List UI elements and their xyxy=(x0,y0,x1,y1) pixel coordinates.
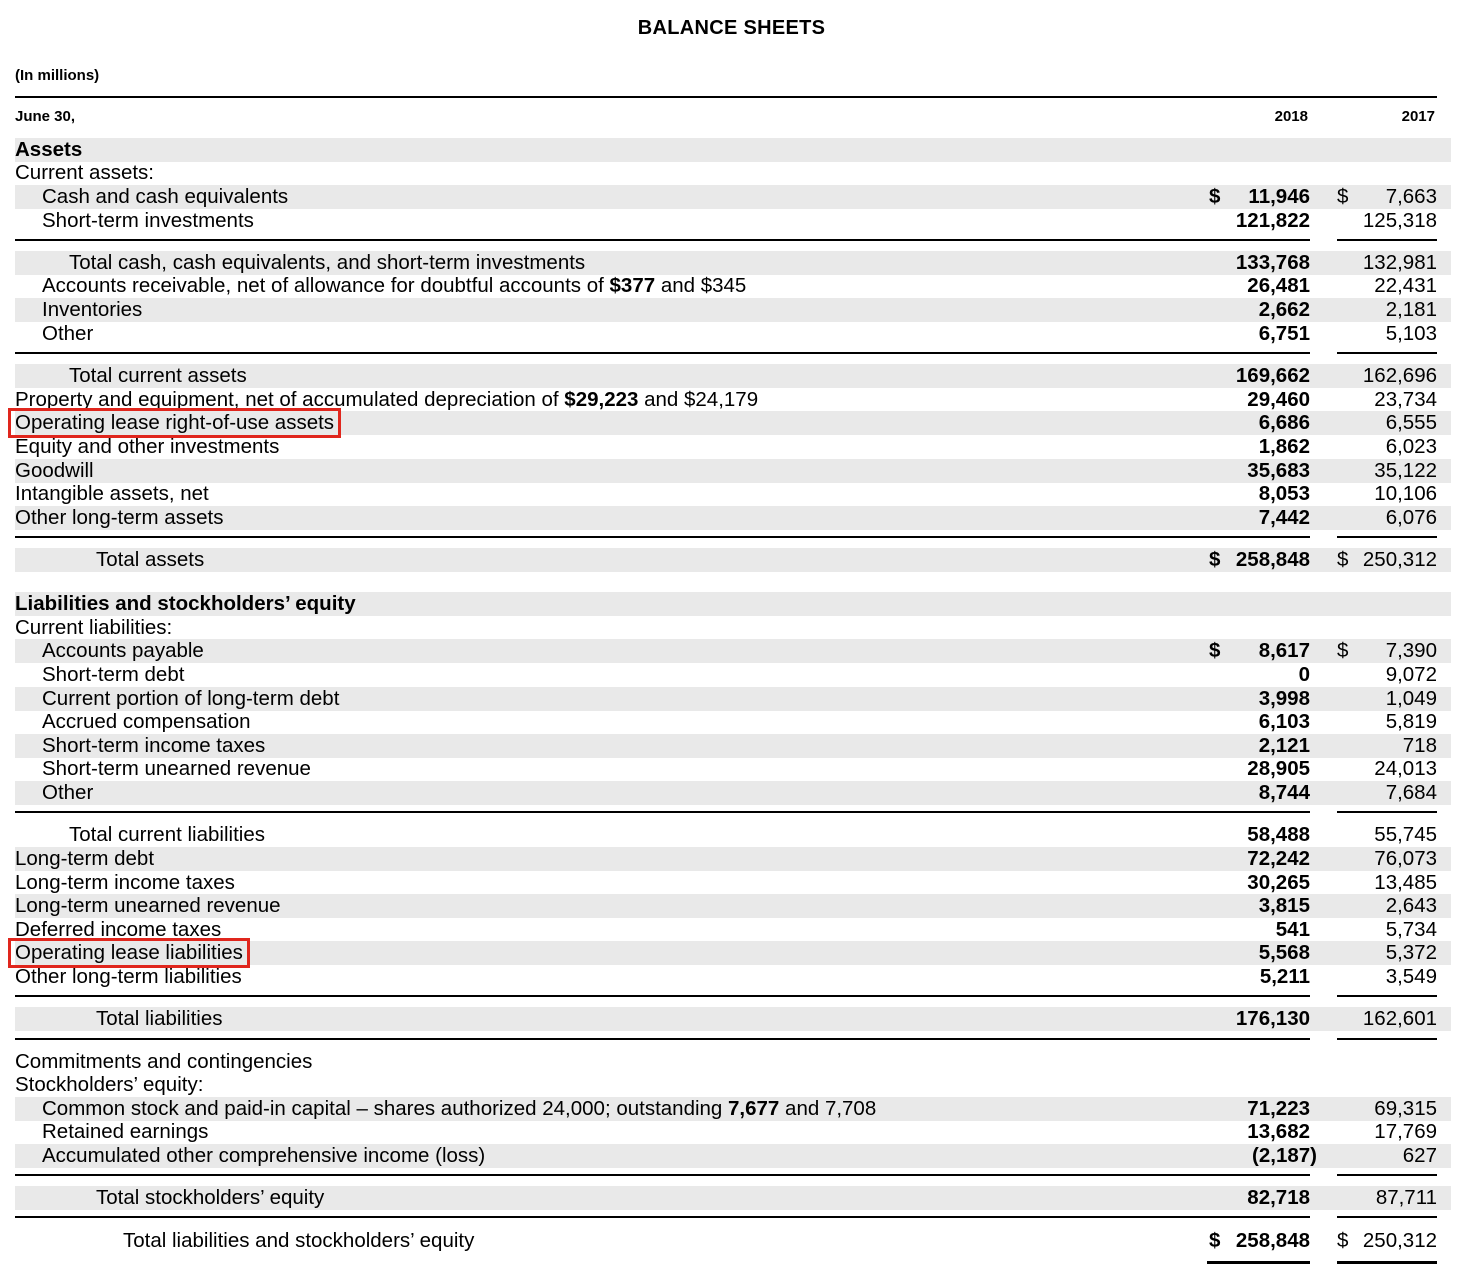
row-label-total-cash-cash-equivalents-and-short-term-investments xyxy=(69,251,585,275)
value-2018: (2,187) xyxy=(1252,1144,1317,1167)
row-label-tail: and $24,179 xyxy=(638,388,759,411)
value-2018: 6,103 xyxy=(1258,710,1310,733)
row-label-text: Assets xyxy=(15,138,83,161)
row-label-stockholders-equity xyxy=(15,1073,203,1097)
page-title: BALANCE SHEETS xyxy=(637,17,826,39)
table-row xyxy=(15,965,1451,989)
row-label-text: Operating lease right-of-use assets xyxy=(15,411,335,434)
row-label-text: Short-term investments xyxy=(42,209,254,232)
value-2018: 3,815 xyxy=(1258,894,1310,917)
row-label-total-liabilities-and-stockholders-equity xyxy=(123,1229,474,1253)
section-rule xyxy=(1337,352,1437,354)
row-label-text: Intangible assets, net xyxy=(15,482,209,505)
table-row xyxy=(15,734,1451,758)
row-label-commitments-and-contingencies xyxy=(15,1050,312,1074)
table-row xyxy=(15,298,1451,322)
section-rule xyxy=(1337,1174,1437,1176)
value-2018: 541 xyxy=(1275,918,1310,941)
table-row xyxy=(15,138,1451,162)
section-rule xyxy=(1337,239,1437,241)
table-row xyxy=(15,482,1451,506)
table-row xyxy=(15,1186,1451,1210)
value-2017: 2,643 xyxy=(1385,894,1437,917)
row-label-inventories xyxy=(42,298,142,322)
year-column-2018: 2018 xyxy=(1274,108,1308,125)
row-label-text: Current assets: xyxy=(15,161,154,184)
table-row xyxy=(15,663,1451,687)
table-row xyxy=(15,894,1451,918)
row-label-other-long-term-assets xyxy=(15,506,224,530)
value-2018: 26,481 xyxy=(1247,274,1310,297)
table-row xyxy=(15,781,1451,805)
value-2018: 7,442 xyxy=(1258,506,1310,529)
table-row xyxy=(15,1144,1451,1168)
currency-symbol-2017: $ xyxy=(1337,639,1349,662)
row-label-text: Total stockholders’ equity xyxy=(96,1186,325,1209)
value-2017: 718 xyxy=(1402,734,1437,757)
value-2018: 8,617 xyxy=(1258,639,1310,662)
row-label-short-term-unearned-revenue xyxy=(42,757,311,781)
currency-symbol-2018: $ xyxy=(1209,1229,1221,1252)
row-label-text: Property and equipment, net of accumulated depreciation of xyxy=(15,388,565,411)
value-2017: 5,372 xyxy=(1385,941,1437,964)
value-2017: 35,122 xyxy=(1374,459,1437,482)
row-label-short-term-investments xyxy=(42,209,254,233)
row-label-text: Long-term unearned revenue xyxy=(15,894,281,917)
value-2018: 30,265 xyxy=(1247,871,1310,894)
section-rule xyxy=(15,1216,1310,1218)
value-2018: 6,686 xyxy=(1258,411,1310,434)
value-2018: 5,568 xyxy=(1258,941,1310,964)
total-double-underline xyxy=(1207,1261,1310,1264)
row-label-retained-earnings xyxy=(42,1120,208,1144)
table-row xyxy=(15,435,1451,459)
row-label-text: Goodwill xyxy=(15,459,94,482)
currency-symbol-2017: $ xyxy=(1337,185,1349,208)
row-label-text: Current portion of long-term debt xyxy=(42,687,340,710)
section-rule xyxy=(15,811,1310,813)
table-row xyxy=(15,251,1451,275)
value-2017: 3,549 xyxy=(1385,965,1437,988)
row-label-text: Accounts receivable, net of allowance for doubtful accounts of xyxy=(42,274,610,297)
value-2017: 162,696 xyxy=(1362,364,1437,387)
row-label-current-liabilities xyxy=(15,616,172,640)
value-2017: 17,769 xyxy=(1374,1120,1437,1143)
value-2017: 22,431 xyxy=(1374,274,1437,297)
value-2018: 2,662 xyxy=(1258,298,1310,321)
table-row xyxy=(15,710,1451,734)
currency-symbol-2018: $ xyxy=(1209,639,1221,662)
row-label-text: Equity and other investments xyxy=(15,435,280,458)
row-label-goodwill xyxy=(15,459,94,483)
value-2018: 6,751 xyxy=(1258,322,1310,345)
table-row xyxy=(15,616,1451,640)
table-row xyxy=(15,757,1451,781)
value-2017: 6,076 xyxy=(1385,506,1437,529)
section-rule xyxy=(15,536,1310,538)
value-2018: 258,848 xyxy=(1235,548,1310,571)
value-2018: 8,053 xyxy=(1258,482,1310,505)
row-label-text: Other long-term assets xyxy=(15,506,224,529)
row-label-text: Total cash, cash equivalents, and short-term investments xyxy=(69,251,586,274)
currency-symbol-2017: $ xyxy=(1337,548,1349,571)
row-label-total-current-assets xyxy=(69,364,247,388)
table-row xyxy=(15,1073,1451,1097)
section-rule xyxy=(15,1174,1310,1176)
table-row xyxy=(15,185,1451,209)
table-row xyxy=(15,274,1451,298)
value-2018: 258,848 xyxy=(1235,1229,1310,1252)
value-2018: 0 xyxy=(1298,663,1310,686)
currency-symbol-2018: $ xyxy=(1209,548,1221,571)
row-label-text: Retained earnings xyxy=(42,1120,209,1143)
section-rule xyxy=(1337,995,1437,997)
row-label-text: Common stock and paid-in capital – shares authorized 24,000; outstanding xyxy=(42,1097,729,1120)
section-rule xyxy=(15,352,1310,354)
row-label-equity-and-other-investments xyxy=(15,435,279,459)
row-label-bold-value: $29,223 xyxy=(564,388,639,411)
value-2018: 58,488 xyxy=(1247,823,1310,846)
row-label-long-term-debt xyxy=(15,847,154,871)
value-2017: 9,072 xyxy=(1385,663,1437,686)
row-label-text: Total liabilities and stockholders’ equity xyxy=(123,1229,475,1252)
table-row xyxy=(15,847,1451,871)
highlight-box xyxy=(8,938,250,968)
row-label-text: Deferred income taxes xyxy=(15,918,222,941)
table-row xyxy=(15,1097,1451,1121)
table-row xyxy=(15,1229,1451,1253)
row-label-text: Short-term unearned revenue xyxy=(42,757,311,780)
highlight-box xyxy=(8,408,341,438)
value-2017: 125,318 xyxy=(1362,209,1437,232)
section-rule xyxy=(1337,536,1437,538)
value-2017: 87,711 xyxy=(1375,1186,1437,1209)
table-row xyxy=(15,639,1451,663)
value-2018: 169,662 xyxy=(1235,364,1310,387)
row-label-short-term-income-taxes xyxy=(42,734,265,758)
currency-symbol-2017: $ xyxy=(1337,1229,1349,1252)
row-label-liabilities-and-stockholders-equity xyxy=(15,592,356,616)
row-label-text: Other xyxy=(42,781,94,804)
value-2017: 132,981 xyxy=(1362,251,1437,274)
row-label-tail: and 7,708 xyxy=(779,1097,877,1120)
value-2018: 82,718 xyxy=(1247,1186,1310,1209)
row-label-long-term-income-taxes xyxy=(15,871,235,895)
value-2018: 35,683 xyxy=(1247,459,1310,482)
value-2018: 3,998 xyxy=(1258,687,1310,710)
value-2018: 13,682 xyxy=(1247,1120,1310,1143)
value-2017: 55,745 xyxy=(1374,823,1437,846)
period-label: June 30, xyxy=(15,108,76,125)
table-row xyxy=(15,161,1451,185)
value-2018: 11,946 xyxy=(1248,185,1310,208)
row-label-other xyxy=(42,322,93,346)
value-2017: 6,023 xyxy=(1385,435,1437,458)
row-label-text: Accounts payable xyxy=(42,639,204,662)
value-2017: 250,312 xyxy=(1362,548,1437,571)
section-rule xyxy=(1337,1216,1437,1218)
table-row xyxy=(15,871,1451,895)
row-label-accounts-receivable-net-of-allowance-for-doubtful-accounts-of-and-345 xyxy=(42,274,746,298)
value-2017: 2,181 xyxy=(1385,298,1437,321)
row-label-total-assets xyxy=(96,548,204,572)
row-label-accumulated-other-comprehensive-income-loss xyxy=(42,1144,485,1168)
value-2017: 627 xyxy=(1402,1144,1437,1167)
value-2018: 71,223 xyxy=(1247,1097,1310,1120)
table-row xyxy=(15,1050,1451,1074)
total-double-underline xyxy=(1337,1261,1437,1264)
value-2017: 7,684 xyxy=(1385,781,1437,804)
table-row xyxy=(15,364,1451,388)
row-label-accounts-payable xyxy=(42,639,204,663)
value-2018: 8,744 xyxy=(1258,781,1310,804)
row-label-text: Stockholders’ equity: xyxy=(15,1073,204,1096)
row-label-total-stockholders-equity xyxy=(96,1186,324,1210)
row-label-current-assets xyxy=(15,161,154,185)
row-label-text: Commitments and contingencies xyxy=(15,1050,313,1073)
table-row xyxy=(15,823,1451,847)
value-2018: 2,121 xyxy=(1258,734,1310,757)
row-label-text: Total assets xyxy=(96,548,205,571)
value-2017: 250,312 xyxy=(1362,1229,1437,1252)
row-label-total-current-liabilities xyxy=(69,823,265,847)
unit-note: (In millions) xyxy=(15,67,100,84)
value-2018: 29,460 xyxy=(1247,388,1310,411)
value-2017: 69,315 xyxy=(1374,1097,1437,1120)
row-label-text: Total liabilities xyxy=(96,1007,223,1030)
section-rule xyxy=(15,1038,1310,1040)
table-row xyxy=(15,592,1451,616)
row-label-tail: and $345 xyxy=(655,274,747,297)
value-2017: 1,049 xyxy=(1385,687,1437,710)
table-row xyxy=(15,687,1451,711)
row-label-other-long-term-liabilities xyxy=(15,965,242,989)
table-row xyxy=(15,548,1451,572)
table-row xyxy=(15,506,1451,530)
row-label-bold-value: $377 xyxy=(609,274,656,297)
table-row xyxy=(15,209,1451,233)
row-label-short-term-debt xyxy=(42,663,184,687)
section-rule xyxy=(15,995,1310,997)
row-label-other xyxy=(42,781,93,805)
value-2017: 24,013 xyxy=(1374,757,1437,780)
value-2017: 6,555 xyxy=(1385,411,1437,434)
row-label-text: Total current liabilities xyxy=(69,823,265,846)
year-column-2017: 2017 xyxy=(1401,108,1435,125)
row-label-text: Short-term income taxes xyxy=(42,734,266,757)
table-row xyxy=(15,322,1451,346)
row-label-common-stock-and-paid-in-capital-shares-authorized-24-000-outstanding-and-7-708 xyxy=(42,1097,876,1121)
value-2017: 76,073 xyxy=(1374,847,1437,870)
value-2018: 72,242 xyxy=(1247,847,1310,870)
value-2017: 5,819 xyxy=(1385,710,1437,733)
row-label-text: Other xyxy=(42,322,94,345)
row-label-current-portion-of-long-term-debt xyxy=(42,687,339,711)
row-label-text: Short-term debt xyxy=(42,663,185,686)
row-label-assets xyxy=(15,138,82,162)
row-label-accrued-compensation xyxy=(42,710,251,734)
row-label-text: Accumulated other comprehensive income (loss) xyxy=(42,1144,486,1167)
value-2017: 5,734 xyxy=(1385,918,1437,941)
value-2017: 10,106 xyxy=(1374,482,1437,505)
table-row xyxy=(15,1120,1451,1144)
row-label-text: Long-term debt xyxy=(15,847,155,870)
row-label-text: Inventories xyxy=(42,298,143,321)
value-2017: 5,103 xyxy=(1385,322,1437,345)
value-2018: 121,822 xyxy=(1235,209,1310,232)
section-rule xyxy=(1337,811,1437,813)
value-2018: 5,211 xyxy=(1259,965,1310,988)
value-2017: 7,663 xyxy=(1385,185,1437,208)
row-label-bold-value: 7,677 xyxy=(728,1097,780,1120)
row-label-text: Liabilities and stockholders’ equity xyxy=(15,592,356,615)
table-row xyxy=(15,1007,1451,1031)
row-label-intangible-assets-net xyxy=(15,482,209,506)
value-2018: 133,768 xyxy=(1235,251,1310,274)
row-label-text: Total current assets xyxy=(69,364,247,387)
row-label-total-liabilities xyxy=(96,1007,222,1031)
value-2017: 7,390 xyxy=(1385,639,1437,662)
table-row xyxy=(15,459,1451,483)
value-2018: 28,905 xyxy=(1247,757,1310,780)
section-rule xyxy=(15,239,1310,241)
row-label-text: Cash and cash equivalents xyxy=(42,185,289,208)
value-2017: 23,734 xyxy=(1374,388,1437,411)
row-label-text: Current liabilities: xyxy=(15,616,173,639)
value-2017: 162,601 xyxy=(1362,1007,1437,1030)
currency-symbol-2018: $ xyxy=(1209,185,1221,208)
section-rule xyxy=(1337,1038,1437,1040)
row-label-cash-and-cash-equivalents xyxy=(42,185,288,209)
row-label-text: Operating lease liabilities xyxy=(15,941,243,964)
value-2017: 13,485 xyxy=(1374,871,1437,894)
row-label-text: Long-term income taxes xyxy=(15,871,235,894)
value-2018: 176,130 xyxy=(1235,1007,1310,1030)
value-2018: 1,862 xyxy=(1258,435,1310,458)
row-label-long-term-unearned-revenue xyxy=(15,894,281,918)
row-label-text: Accrued compensation xyxy=(42,710,251,733)
row-label-text: Other long-term liabilities xyxy=(15,965,242,988)
